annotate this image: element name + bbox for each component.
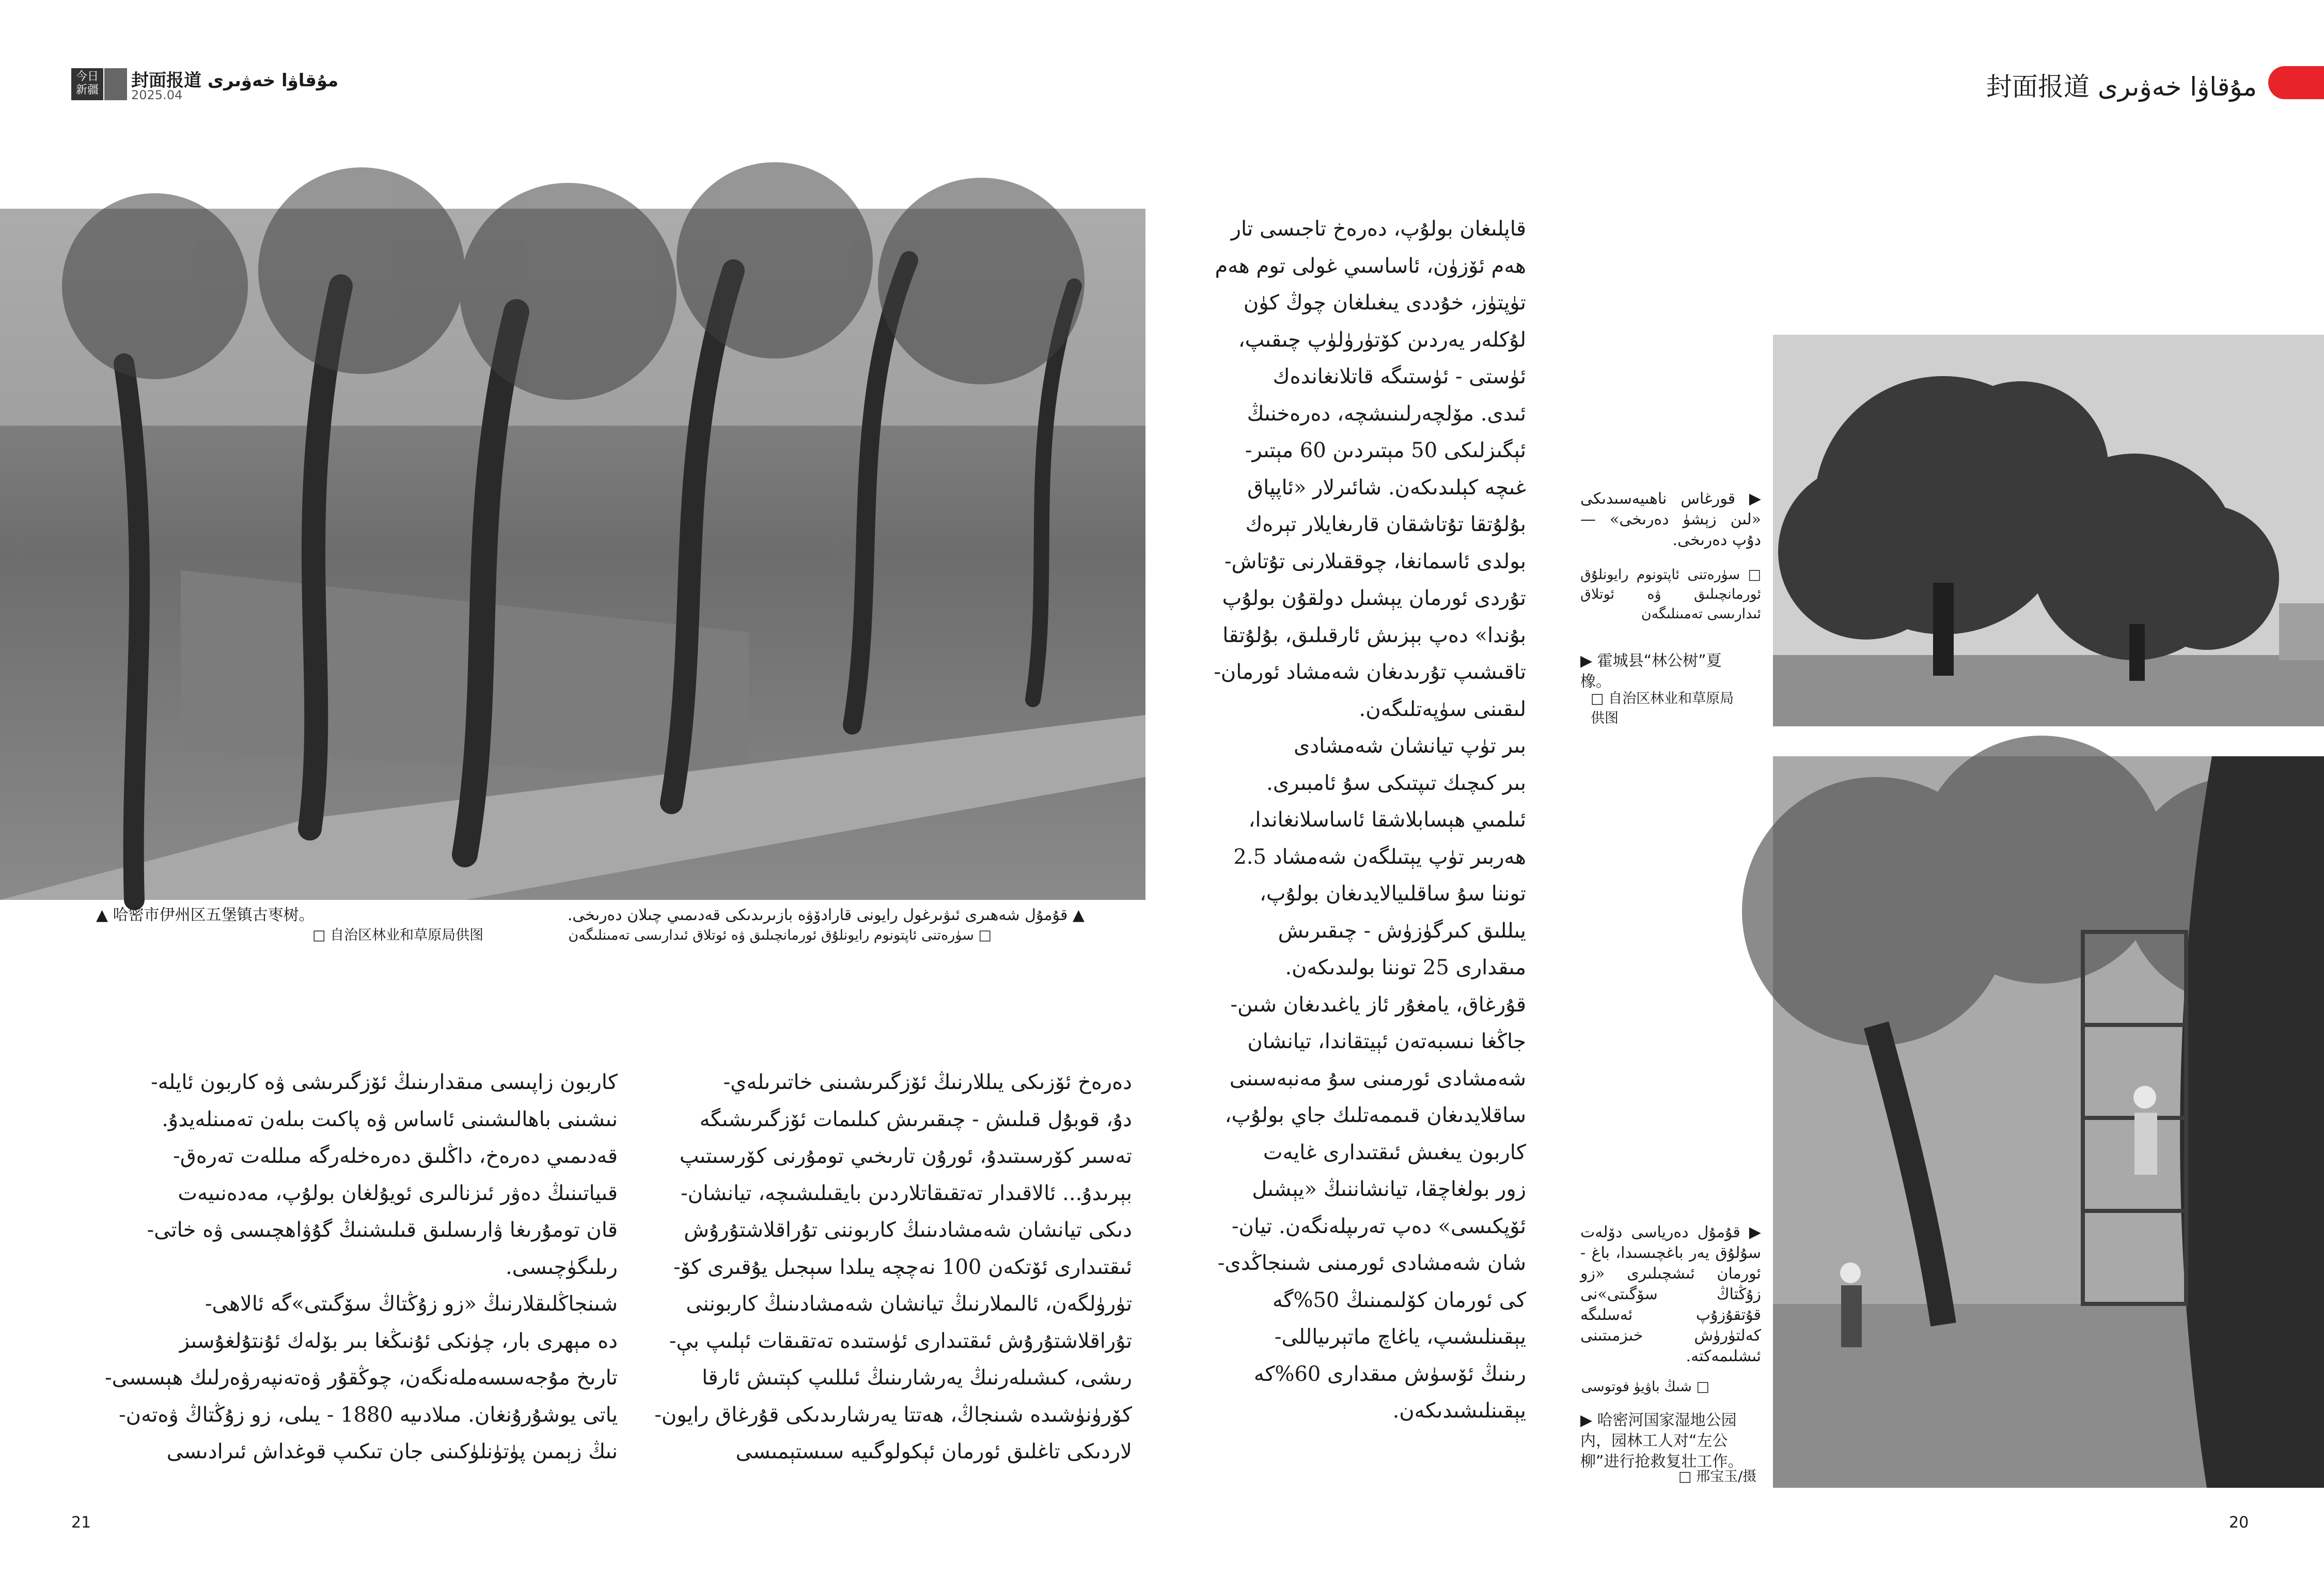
text-line: غىچە كېلىدىكەن. شائىرلار «ئاپپاق [1247, 475, 1526, 500]
photo3-credit-ug: □ شىڭ باۋيۈ فوتوسى [1581, 1379, 1709, 1395]
text-line: دەرەخ ئۆزىكى يىللارنىڭ ئۆزگىرىشىنى خاتىرىلەي- [723, 1070, 1132, 1094]
text-line: يىللىق كىرگۈزۈش - چىقىرىش [1278, 918, 1526, 943]
photo-jujube-trees-image [0, 209, 1145, 900]
text-line: تۇراقلاشتۇرۇش ئىقتىدارى ئۈستىدە تەتقىقات ئېلىپ بې- [669, 1329, 1132, 1353]
text-line: كاربون زاپىسى مىقدارىنىڭ ئۆزگىرىشى ۋە كاربون ئايلە- [151, 1070, 618, 1094]
section-title-left: 封面报道 مۇقاۋا خەۋىرى [131, 70, 339, 91]
photo1-credit-ug: □ سۈرەتنى ئاپتونوم رايونلۇق ئورمانچىلىق ۋە ئوتلاق ئىدارىسى تەمىنلىگەن [568, 927, 992, 943]
page-number-left: 21 [71, 1514, 91, 1532]
photo2-credit-cn: □ 自治区林业和草原局供图 [1591, 691, 1734, 726]
text-line: دۇ، قوبۇل قىلىش - چىقىرىش كىلىمات ئۆزگىرىشىگە [699, 1107, 1132, 1131]
photo-oak-tree [1773, 335, 2324, 726]
logo-side-block [104, 68, 127, 100]
text-line: تۇردى ئورمان يېشىل دولقۇن بولۇپ [1222, 586, 1526, 610]
photo2-caption-cn: ▶ 霍城县“林公树”夏橡。 [1580, 652, 1722, 691]
text-line: شەمشادى ئورمىنى سۇ مەنبەسىنى [1229, 1066, 1526, 1091]
text-line: دىكى تيانشان شەمشادىنىڭ كاربوننى تۇراقلاشتۇرۇش [684, 1218, 1132, 1242]
text-line: تاقىشىپ تۇرىدىغان شەمشاد ئورمان- [1214, 660, 1526, 684]
text-line: تۈرۈلگەن، ئالىملارنىڭ تيانشان شەمشادىنىڭ كاربوننى [686, 1292, 1132, 1316]
photo2-caption-ug: ▶ قورغاس ناھىيەسىدىكى «لىن زېشۈ دەرىخى» — دۇپ دەرىخى. [1580, 490, 1761, 549]
text-line: كاربون يىغىش ئىقتىدارى غايەت [1263, 1140, 1526, 1164]
text-line: ئىدى. مۆلچەرلىنىشچە، دەرەخنىڭ [1247, 401, 1526, 426]
magazine-logo [71, 68, 103, 100]
page-number-right: 20 [2229, 1514, 2249, 1532]
photo-oak-tree-image [1773, 335, 2324, 726]
text-line: يېقىنلىشىپ، ياغاچ ماتېرىياللى- [1274, 1325, 1526, 1349]
text-line: رىلىگۈچىسى. [505, 1255, 618, 1279]
text-line: كۆرۈنۈشىدە شىنجاڭ، ھەتتا يەرشارىدىكى قۇرغاق رايون- [654, 1403, 1132, 1427]
text-line: ئۈستى - ئۈستىگە قاتلانغاندەك [1273, 365, 1526, 388]
photo-left-willow [1773, 756, 2324, 1488]
section-title-right: 封面报道 مۇقاۋا خەۋىرى [1986, 72, 2257, 102]
text-line: مىقدارى 25 توننا بولىدىكەن. [1285, 956, 1526, 979]
text-line: قان تومۇرىغا ۋارىسلىق قىلىشنىڭ گۇۋاھچىسى ۋە خاتى- [147, 1218, 618, 1242]
text-line: قەدىمىي دەرەخ، داڭلىق دەرەخلەرگە مىللەت تەرەق- [173, 1144, 618, 1168]
text-line: بۇندا» دەپ بېزىش ئارقىلىق، بۇلۇتقا [1222, 623, 1526, 647]
text-line: لاردىكى تاغلىق ئورمان ئېكولوگىيە سىستېمىسى [735, 1440, 1132, 1464]
logo-text: 今日新疆 [75, 70, 99, 97]
text-line: دە مېھرى بار، چۈنكى ئۇنىڭغا بىر بۆلەك ئۇنتۇلغۇسىز [179, 1329, 618, 1353]
text-line: شان شەمشادى ئورمىنى شىنجاڭدى- [1217, 1251, 1526, 1275]
text-line: تارىخ مۇجەسسەملەنگەن، چوڭقۇر ۋەتەنپەرۋەرلىك ھېسسى- [105, 1366, 618, 1390]
text-line: توننا سۇ ساقلىيالايدىغان بولۇپ، [1259, 882, 1526, 906]
photo3-caption-cn: ▶ 哈密河国家湿地公园内，园林工人对“左公柳”进行抢救复壮工作。 [1580, 1411, 1744, 1471]
photo1-caption-ug: ▲ قۇمۇل شەھىرى ئىۋىرغول رايونى قارادۆۋە بازىرىدىكى قەدىمىي چىلان دەرىخى. [567, 906, 1085, 924]
article-column-middle [610, 1064, 1132, 1471]
text-line: بۇلۇتقا تۇتاشقان قارىغايلار تېرەك [1245, 512, 1526, 536]
text-line: كى ئورمان كۆلىمىنىڭ 50%گە [1272, 1288, 1526, 1312]
photo1-caption-cn: ▲ 哈密市伊州区五堡镇古枣树。 [96, 906, 315, 924]
article-column-left [96, 1064, 618, 1471]
photo-jujube-trees [0, 209, 1145, 900]
text-line: ھەم ئۆزۈن، ئاساسىي غولى توم ھەم [1215, 254, 1526, 278]
text-line: نىشىنى باھالىشىنى ئاساس ۋە پاكىت بىلەن تەمىنلەيدۇ. [162, 1107, 618, 1131]
article-column-right [1214, 211, 1526, 1430]
text-line: ئېگىزلىكى 50 مېتىردىن 60 مېتىر- [1245, 439, 1526, 462]
text-line: زور بولغاچقا، تيانشاننىڭ «يېشىل [1252, 1177, 1526, 1201]
section-marker [2268, 66, 2324, 99]
text-line: رىشى، كىشىلەرنىڭ يەرشارىنىڭ ئىللىپ كېتىش ئارقا [702, 1366, 1132, 1390]
issue-date: 2025.04 [131, 88, 183, 102]
text-line: قاپلىغان بولۇپ، دەرەخ تاجىسى تار [1231, 217, 1526, 241]
text-line: شىنجاڭلىقلارنىڭ «زو زۇڭتاڭ سۆگىتى»گە ئالاھى- [205, 1292, 618, 1316]
text-line: تەسىر كۆرسىتىدۇ، ئورۇن تارىخىي تومۇرنى كۆرسىتىپ [679, 1144, 1132, 1168]
text-line: لىقىنى سۈپەتلىگەن. [1359, 697, 1526, 721]
text-line: ساقلايدىغان قىممەتلىك جاي بولۇپ، [1224, 1103, 1526, 1127]
photo1-credit-cn: □ 自治区林业和草原局供图 [312, 927, 484, 943]
photo-left-willow-image [1773, 756, 2324, 1488]
text-line: ھەربىر تۈپ يېتىلگەن شەمشاد 2.5 [1233, 845, 1526, 869]
text-line: ئىقتىدارى ئۆتكەن 100 نەچچە يىلدا سېجىل يۇقىرى كۆ- [673, 1255, 1132, 1279]
text-line: لۇكلەر يەردىن كۆتۈرۈلۈپ چىقىپ، [1238, 328, 1526, 352]
text-line: تۈپتۈز، خۇددى يىغىلغان چوڭ كۈن [1243, 291, 1526, 315]
text-line: بىر تۈپ تيانشان شەمشادى [1293, 734, 1526, 758]
photo3-caption-ug: ▶ قۇمۇل دەرياسى دۆلەت سۇلۇق يەر باغچىسىدا، باغ - ئورمان ئىشچىلىرى «زو زۇڭتاڭ سۆگىتى»نى قۇتقۇزۇپ ئەسلىگە كەلتۈرۈش خىزمىتىنى ئىشلىمەكتە. [1580, 1223, 1761, 1365]
text-line: بولدى ئاسمانغا، چوققىلارنى تۇتاش- [1224, 549, 1526, 573]
text-line: بېرىدۇ... ئالاقىدار تەتقىقاتلاردىن بايقىلىشىچە، تيانشان- [681, 1181, 1132, 1205]
text-line: يېقىنلىشىدىكەن. [1392, 1399, 1526, 1423]
text-line: رىنىڭ ئۆسۈش مىقدارى 60%كە [1253, 1362, 1526, 1386]
text-line: بىر كىچىك تىپتىكى سۇ ئامبىرى. [1266, 771, 1526, 795]
text-line: ياتى يوشۇرۇنغان. مىلادىيە 1880 - يىلى، زو زۇڭتاڭ ۋەتەن- [119, 1403, 618, 1427]
text-line: قىياتىنىڭ دەۋر ئىزنالىرى ئويۇلغان بولۇپ، مەدەنىيەت [178, 1181, 618, 1205]
photo3-credit-cn: □ 邢宝玉/摄 [1678, 1469, 1757, 1485]
text-line: نىڭ زېمىن پۈتۈنلۈكىنى جان تىكىپ قوغداش ئىرادىسى [166, 1440, 618, 1464]
photo2-credit-ug: □ سۈرەتنى ئاپتونوم رايونلۇق ئورمانچىلىق ۋە ئوتلاق ئىدارىسى تەمىنلىگەن [1580, 567, 1761, 622]
text-line: ئىلمىي ھېسابلاشقا ئاساسلانغاندا، [1248, 808, 1526, 832]
text-line: قۇرغاق، يامغۇر ئاز ياغىدىغان شىن- [1230, 992, 1526, 1017]
text-line: جاڭغا نىسبەتەن ئېيتقاندا، تيانشان [1247, 1030, 1526, 1053]
text-line: ئۆپكىسى» دەپ تەرىپلەنگەن. تيان- [1232, 1214, 1526, 1238]
